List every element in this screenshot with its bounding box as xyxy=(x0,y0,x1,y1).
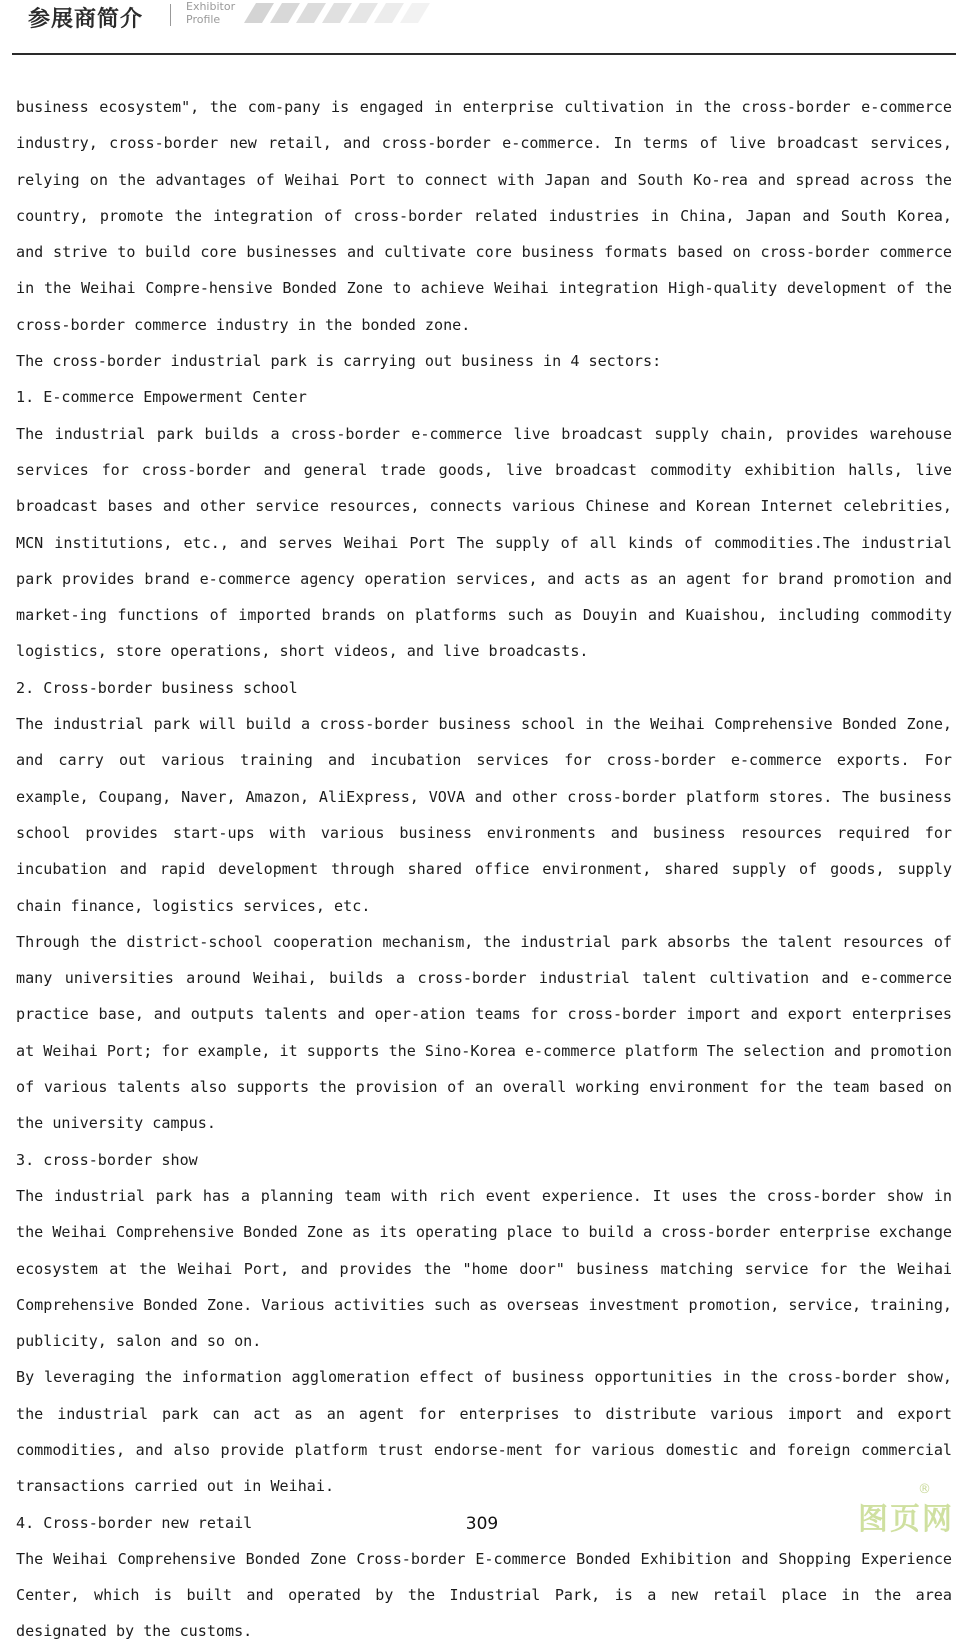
paragraph: By leveraging the information agglomeration effect of business opportunities in the cross-border show, the industrial park can act as an agent for enterprises to distribute various import and export commodities, and also provide platform trust endorse-ment for various domestic and foreign commercial transactions carried out in Weihai. xyxy=(16,1368,952,1496)
section-heading: 3. cross-border show xyxy=(16,1150,198,1169)
stripe xyxy=(296,3,326,23)
section-heading: 2. Cross-border business school xyxy=(16,678,298,697)
stripe xyxy=(348,3,378,23)
paragraph: The Weihai Comprehensive Bonded Zone Cross-border E-commerce Bonded Exhibition and Shopping Experience Center, which is built and operated by the Industrial Park, is a new retail place in the area designated by the customs. xyxy=(16,1549,952,1641)
paragraph: The industrial park has a planning team with rich event experience. It uses the cross-border show in the Weihai Comprehensive Bonded Zone as its operating place to build a cross-border enterprise exchange ecosystem at the Weihai Port, and provides the "home door" business matching service for the Weihai Comprehensive Bonded Zone. Various activities such as overseas investment promotion, service, training, publicity, salon and so on. xyxy=(16,1186,952,1351)
paragraph: business ecosystem", the com-pany is engaged in enterprise cultivation in the cross-border e-commerce industry, cross-border new retail, and cross-border e-commerce. In terms of live broadcast services, relying on the advantages of Weihai Port to connect with Japan and South Ko-rea and spread across the country, promote the integration of cross-border related industries in China, Japan and South Korea, and strive to build core businesses and cultivate core business formats based on cross-border commerce in the Weihai Compre-hensive Bonded Zone to achieve Weihai integration High-quality development of the cross-border commerce industry in the bonded zone. xyxy=(16,98,952,334)
section-subtitle-line-2: Profile xyxy=(186,13,221,26)
header-rule xyxy=(12,53,956,55)
page-number: 309 xyxy=(465,1514,499,1534)
paragraph: The industrial park builds a cross-border e-commerce live broadcast supply chain, provides warehouse services for cross-border and general trade goods, live broadcast commodity exhibition halls, live broadcast bases and other service resources, connects various Chinese and Korean Internet celebrities, MCN institutions, etc., and serves Weihai Port The supply of all kinds of commodities.The industrial park provides brand e-commerce agency operation services, and acts as an agent for brand promotion and market-ing functions of imported brands on platforms such as Douyin and Kuaishou, including commodity logistics, store operations, short videos, and live broadcasts. xyxy=(16,424,952,661)
title-divider xyxy=(170,4,171,26)
stripe xyxy=(322,3,352,23)
paragraph: The industrial park will build a cross-border business school in the Weihai Comprehensive Bonded Zone, and carry out various training and incubation services for cross-border e-commerce exports. For example, Coupang, Naver, Amazon, AliExpress, VOVA and other cross-border platform stores. The business school provides start-ups with various business environments and business resources required for incubation and rapid development through shared office environment, shared supply of goods, supply chain finance, logistics services, etc. xyxy=(16,715,952,915)
page-header xyxy=(0,0,980,60)
article-body xyxy=(16,89,952,1650)
paragraph: Through the district-school cooperation mechanism, the industrial park absorbs the talent resources of many universities around Weihai, builds a cross-border industrial talent cultivation and e-commerce practice base, and outputs talents and oper-ation teams for cross-border import and export enterprises at Weihai Port; for example, it supports the Sino-Korea e-commerce platform The selection and promotion of various talents also supports the provision of an overall working environment for the team based on the university campus. xyxy=(16,932,952,1133)
watermark-logo: 图页网 xyxy=(858,1502,954,1537)
decorative-stripes xyxy=(234,3,434,25)
section-subtitle xyxy=(186,0,235,26)
section-title: 参展商简介 xyxy=(28,7,144,32)
stripe xyxy=(400,3,430,23)
stripe xyxy=(374,3,404,23)
stripe xyxy=(270,3,300,23)
section-subtitle-line-1: Exhibitor xyxy=(186,0,236,13)
section-heading: 1. E-commerce Empowerment Center xyxy=(16,388,307,407)
stripe xyxy=(244,3,274,23)
registered-mark: ® xyxy=(918,1482,931,1497)
section-heading: 4. Cross-border new retail xyxy=(16,1513,253,1532)
paragraph: The cross-border industrial park is carrying out business in 4 sectors: xyxy=(16,352,662,371)
